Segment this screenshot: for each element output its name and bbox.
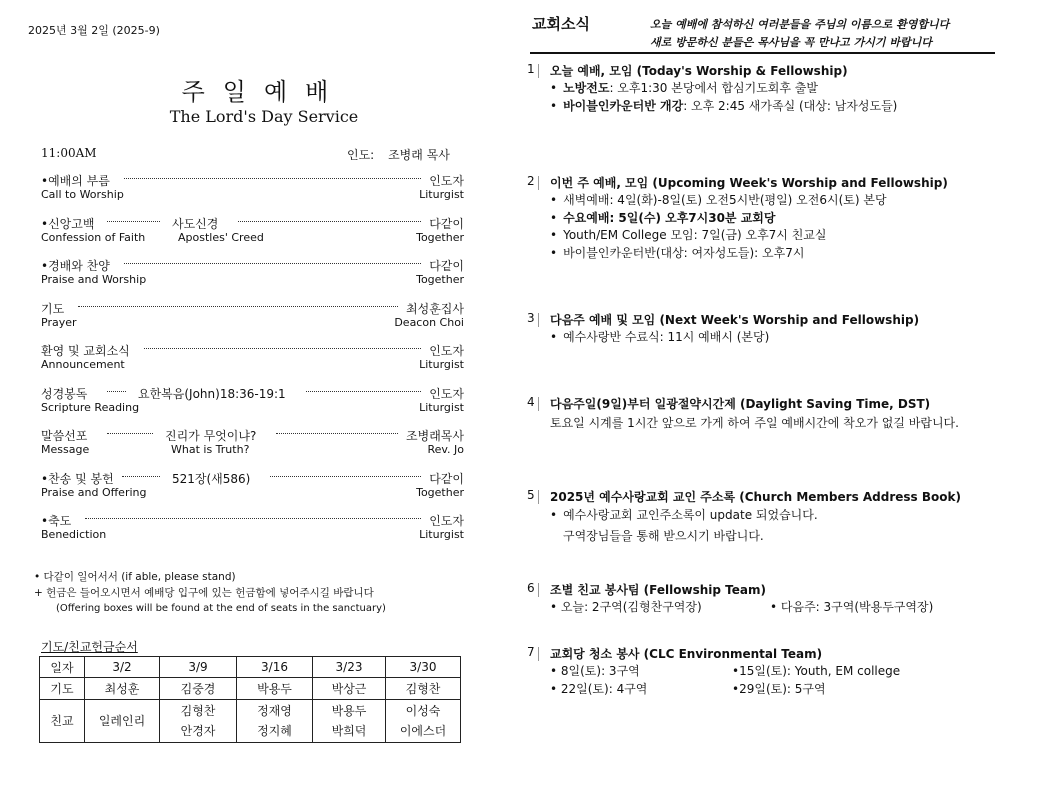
pair-left: • 8일(토): 3구역 bbox=[550, 664, 640, 678]
service-title-korean: 주일예배 bbox=[181, 78, 347, 106]
item-text: 예수사랑반 수료식: 11시 예배시 (본당) bbox=[563, 330, 770, 344]
list-item bbox=[550, 192, 887, 210]
order-item-korean: 환영 및 교회소식 bbox=[41, 344, 130, 358]
leader-name: 조병래 목사 bbox=[388, 148, 450, 162]
table-cell: 김형찬 bbox=[386, 678, 461, 700]
order-item-leader-english: Liturgist bbox=[419, 528, 464, 541]
dot-leader bbox=[144, 348, 421, 349]
order-item-leader: 인도자 bbox=[429, 514, 464, 528]
cell-name: 정재영 bbox=[257, 704, 292, 718]
section-number: 6 bbox=[527, 581, 535, 595]
order-item-korean: •찬송 및 봉헌 bbox=[41, 472, 114, 486]
header-divider bbox=[530, 52, 995, 54]
table-header-cell: 3/9 bbox=[160, 657, 237, 678]
order-item-leader: 인도자 bbox=[429, 174, 464, 188]
order-item-leader-english: Rev. Jo bbox=[427, 443, 464, 456]
pair-left: • 오늘: 2구역(김형찬구역장) bbox=[550, 600, 702, 614]
section-number: 2 bbox=[527, 174, 535, 188]
cell-name: 일레인리 bbox=[98, 714, 146, 728]
table-row-prayer bbox=[40, 678, 461, 700]
order-item-leader: 인도자 bbox=[429, 344, 464, 358]
order-item-korean: 성경봉독 bbox=[41, 387, 88, 401]
service-time: 11:00AM bbox=[41, 146, 97, 160]
item-bold: 노방전도 bbox=[563, 81, 610, 95]
item-bold: 바이블인카운터반 개강 bbox=[563, 98, 684, 113]
list-item-continuation: 구역장님들을 통해 받으시기 바랍니다. bbox=[563, 529, 764, 543]
section-list bbox=[550, 80, 897, 115]
order-item-korean: 기도 bbox=[41, 302, 65, 316]
table-header-cell: 3/30 bbox=[386, 657, 461, 678]
dot-leader bbox=[107, 221, 160, 222]
cell-name: 박용두 bbox=[331, 704, 367, 718]
order-item-english: Praise and Worship bbox=[41, 273, 147, 286]
section-bar bbox=[538, 176, 539, 190]
dot-leader bbox=[122, 476, 160, 477]
item-text: 예수사랑교회 교인주소록이 update 되었습니다. bbox=[563, 508, 818, 522]
order-item-leader: 조병래목사 bbox=[406, 429, 464, 443]
order-item bbox=[41, 172, 464, 206]
order-item bbox=[41, 427, 464, 461]
dot-leader bbox=[124, 178, 421, 179]
item-bold: 수요예배: 5일(수) 오후7시30분 교회당 bbox=[563, 210, 776, 225]
order-item bbox=[41, 470, 464, 504]
order-item-korean: 말씀선포 bbox=[41, 429, 88, 443]
row-label: 친교 bbox=[40, 700, 85, 743]
table-cell: 김중경 bbox=[160, 678, 237, 700]
welcome-line: 새로 방문하신 분들은 목사님을 꼭 만나고 가시기 바랍니다 bbox=[650, 36, 932, 49]
order-item-leader-english: Deacon Choi bbox=[394, 316, 464, 329]
bullet-icon: • bbox=[550, 508, 558, 522]
pair-right: •29일(토): 5구역 bbox=[732, 681, 826, 696]
order-item-english: Scripture Reading bbox=[41, 401, 140, 414]
section-paragraph: 토요일 시계를 1시간 앞으로 가게 하여 주일 예배시간에 착오가 없길 바랍니다. bbox=[550, 416, 959, 430]
section-bar bbox=[538, 583, 539, 597]
item-text: : 오후 2:45 새가족실 (대상: 남자성도들) bbox=[683, 98, 898, 113]
order-item-korean: •축도 bbox=[41, 514, 72, 528]
cell-name: 안경자 bbox=[180, 724, 216, 738]
welcome-message bbox=[650, 16, 949, 52]
pair-right: • 다음주: 3구역(박용두구역장) bbox=[770, 600, 934, 614]
order-item-leader-english: Liturgist bbox=[419, 188, 464, 201]
dot-leader bbox=[85, 518, 421, 519]
order-item-detail: 요한복음(John)18:36-19:1 bbox=[138, 387, 286, 401]
section-heading: 다음주일(9일)부터 일광절약시간제 (Daylight Saving Time, DST) bbox=[550, 397, 931, 411]
list-item bbox=[550, 329, 769, 347]
order-item-english: Message bbox=[41, 443, 90, 456]
bullet-icon: • bbox=[550, 81, 558, 95]
section-number: 7 bbox=[527, 645, 535, 659]
bullet-icon: • bbox=[550, 98, 558, 113]
order-item bbox=[41, 257, 464, 291]
section-number: 5 bbox=[527, 488, 535, 502]
section-bar bbox=[538, 64, 539, 78]
table-cell bbox=[160, 700, 237, 743]
prayer-table-title: 기도/친교헌금순서 bbox=[41, 640, 138, 654]
table-cell: 박상근 bbox=[313, 678, 386, 700]
order-item bbox=[41, 342, 464, 376]
table-header-cell: 일자 bbox=[40, 657, 85, 678]
row-label: 기도 bbox=[40, 678, 85, 700]
list-item bbox=[550, 98, 897, 116]
order-item-leader-english: Together bbox=[416, 231, 464, 244]
order-item-english: Prayer bbox=[41, 316, 77, 329]
bullet-icon: • bbox=[550, 330, 558, 344]
section-number: 3 bbox=[527, 311, 535, 325]
section-list bbox=[550, 506, 818, 546]
dot-leader bbox=[124, 263, 421, 264]
order-item-leader: 최성훈집사 bbox=[406, 302, 464, 316]
cell-name: 이에스더 bbox=[399, 724, 447, 738]
service-notes bbox=[34, 569, 386, 617]
order-item-english: Benediction bbox=[41, 528, 107, 541]
dot-leader bbox=[276, 433, 398, 434]
order-item-english: Call to Worship bbox=[41, 188, 124, 201]
dot-leader bbox=[238, 221, 421, 222]
item-text: 바이블인카운터반(대상: 여자성도들): 오후7시 bbox=[563, 245, 805, 260]
table-header-cell: 3/2 bbox=[85, 657, 160, 678]
order-item-english: Confession of Faith bbox=[41, 231, 146, 244]
section-bar bbox=[538, 647, 539, 661]
order-item bbox=[41, 385, 464, 419]
order-item-detail-english: Apostles' Creed bbox=[178, 231, 264, 244]
table-header-cell: 3/23 bbox=[313, 657, 386, 678]
section-heading: 오늘 예배, 모임 (Today's Worship & Fellowship) bbox=[550, 64, 848, 78]
bullet-icon: • bbox=[550, 228, 558, 242]
section-number: 1 bbox=[527, 62, 535, 76]
table-cell: 박용두 bbox=[237, 678, 313, 700]
order-item bbox=[41, 512, 464, 546]
section-heading: 조별 친교 봉사팀 (Fellowship Team) bbox=[550, 583, 766, 597]
note-stand: • 다같이 일어서서 (if able, please stand) bbox=[34, 571, 236, 583]
order-item-leader-english: Liturgist bbox=[419, 358, 464, 371]
section-list bbox=[550, 192, 887, 262]
cell-name: 김형찬 bbox=[180, 704, 216, 718]
table-cell bbox=[237, 700, 313, 743]
section-heading: 다음주 예배 및 모임 (Next Week's Worship and Fellowship) bbox=[550, 313, 920, 327]
table-cell bbox=[313, 700, 386, 743]
service-leader bbox=[347, 146, 450, 163]
dot-leader bbox=[107, 391, 126, 392]
section-bar bbox=[538, 313, 539, 327]
bullet-icon: • bbox=[550, 245, 558, 260]
order-item-leader: 다같이 bbox=[429, 217, 464, 231]
list-item bbox=[550, 227, 887, 245]
order-item-leader: 다같이 bbox=[429, 472, 464, 486]
order-item-leader-english: Together bbox=[416, 486, 464, 499]
bulletin-date: 2025년 3월 2일 (2025-9) bbox=[28, 24, 160, 37]
item-text: : 오후1:30 본당에서 합심기도회후 출발 bbox=[609, 81, 818, 95]
dot-leader bbox=[270, 476, 421, 477]
cell-name: 이성숙 bbox=[405, 704, 441, 718]
order-item-korean: •신앙고백 bbox=[41, 217, 95, 231]
order-item bbox=[41, 215, 464, 249]
list-item bbox=[550, 245, 887, 263]
list-item bbox=[550, 506, 818, 525]
order-item-detail: 진리가 무엇이냐? bbox=[165, 429, 257, 443]
dot-leader bbox=[107, 433, 153, 434]
section-heading: 이번 주 예배, 모임 (Upcoming Week's Worship and Fellowship) bbox=[550, 176, 948, 190]
leader-label: 인도: bbox=[347, 148, 375, 162]
prayer-offering-table bbox=[39, 656, 461, 743]
order-item-korean: •경배와 찬양 bbox=[41, 259, 110, 273]
note-offering-english: (Offering boxes will be found at the end of seats in the sanctuary) bbox=[56, 603, 386, 614]
note-offering: + 헌금은 들어오시면서 예배당 입구에 있는 헌금함에 넣어주시길 바랍니다 bbox=[34, 587, 374, 599]
bullet-icon: • bbox=[550, 210, 558, 225]
order-item-leader-english: Liturgist bbox=[419, 401, 464, 414]
table-cell: 최성훈 bbox=[85, 678, 160, 700]
cell-name: 박희덕 bbox=[331, 724, 367, 738]
order-item-detail: 사도신경 bbox=[172, 217, 219, 231]
list-item bbox=[550, 210, 887, 228]
section-heading: 2025년 예수사랑교회 교인 주소록 (Church Members Address Book) bbox=[550, 490, 961, 504]
order-item-english: Announcement bbox=[41, 358, 125, 371]
table-row-fellowship bbox=[40, 700, 461, 743]
welcome-line: 오늘 예배에 참석하신 여러분들을 주님의 이름으로 환영합니다 bbox=[650, 18, 950, 31]
list-item bbox=[550, 80, 897, 98]
table-cell bbox=[386, 700, 461, 743]
item-text: 새벽예배: 4일(화)-8일(토) 오전5시반(평일) 오전6시(토) 본당 bbox=[563, 193, 887, 207]
item-text: Youth/EM College 모임: 7일(금) 오후7시 친교실 bbox=[563, 228, 827, 242]
section-heading: 교회당 청소 봉사 (CLC Environmental Team) bbox=[550, 647, 823, 661]
table-cell bbox=[85, 700, 160, 743]
cell-name: 정지혜 bbox=[257, 724, 292, 738]
order-item-leader: 인도자 bbox=[429, 387, 464, 401]
service-title-english: The Lord's Day Service bbox=[169, 107, 359, 126]
dot-leader bbox=[78, 306, 398, 307]
section-list bbox=[550, 329, 769, 347]
table-header-cell: 3/16 bbox=[237, 657, 313, 678]
pair-right: •15일(토): Youth, EM college bbox=[732, 664, 901, 678]
order-item-english: Praise and Offering bbox=[41, 486, 147, 499]
news-title: 교회소식 bbox=[532, 15, 590, 33]
section-bar bbox=[538, 490, 539, 504]
order-item bbox=[41, 300, 464, 334]
dot-leader bbox=[306, 391, 422, 392]
order-item-detail: 521장(새586) bbox=[172, 472, 251, 486]
table-header-row bbox=[40, 657, 461, 678]
bullet-icon: • bbox=[550, 193, 558, 207]
order-item-leader-english: Together bbox=[416, 273, 464, 286]
section-bar bbox=[538, 397, 539, 411]
order-item-leader: 다같이 bbox=[429, 259, 464, 273]
section-number: 4 bbox=[527, 395, 535, 409]
order-item-detail-english: What is Truth? bbox=[171, 443, 250, 456]
pair-left: • 22일(토): 4구역 bbox=[550, 681, 648, 696]
order-item-korean: •예배의 부름 bbox=[41, 174, 110, 188]
